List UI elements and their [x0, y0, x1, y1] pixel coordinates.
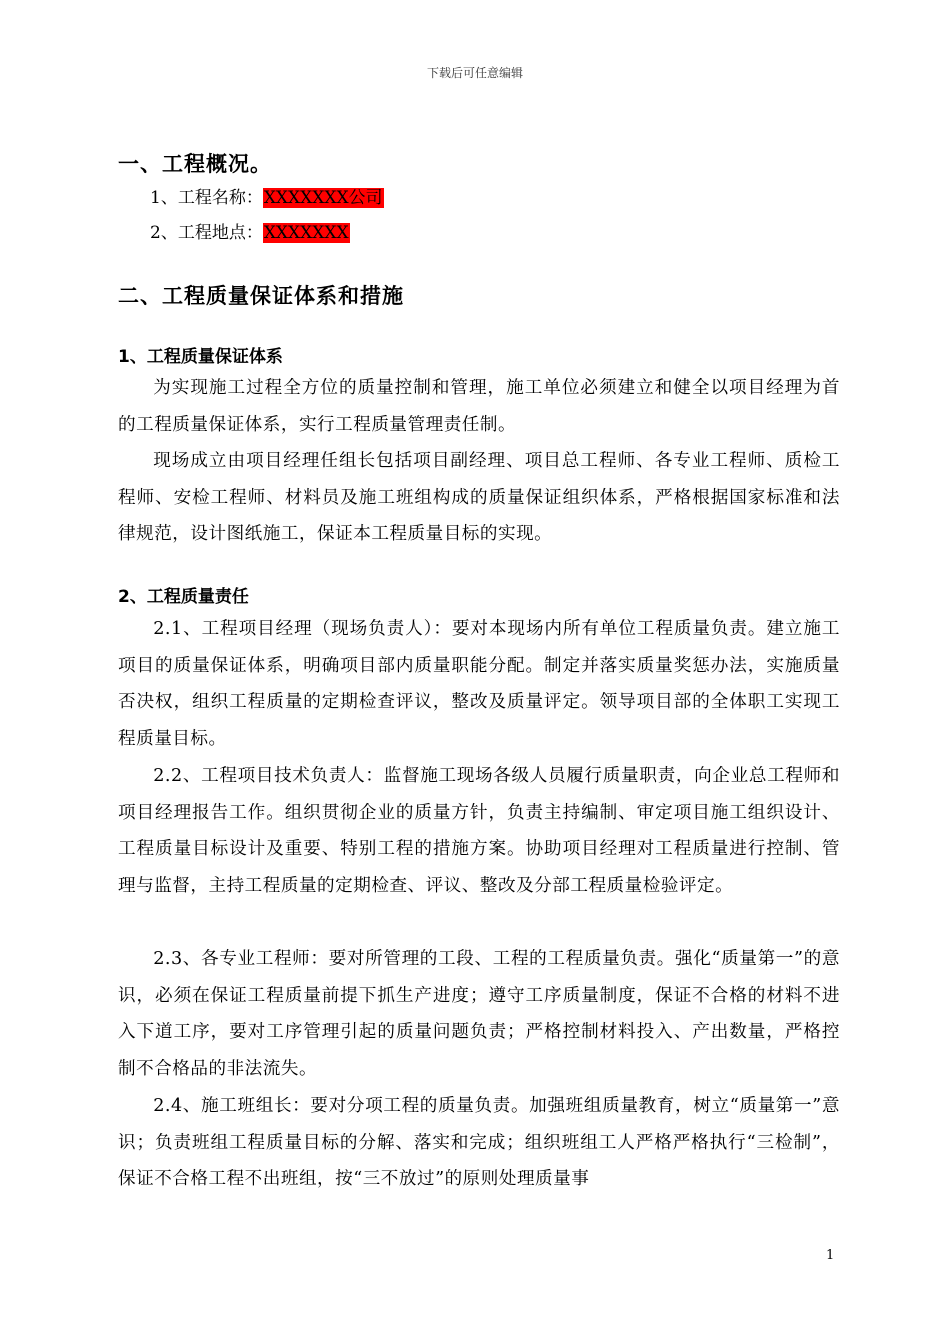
project-name-value: XXXXXXX公司	[263, 188, 383, 208]
page-header: 下载后可任意编辑	[426, 66, 523, 80]
project-location-item	[150, 221, 350, 245]
project-location-label: 2、工程地点：	[150, 223, 263, 243]
project-location-value: XXXXXXX	[263, 223, 349, 243]
paragraph: 2.4、施工班组长：要对分项工程的质量负责。加强班组质量教育，树立“质量第一”意识；负责班组工程质量目标的分解、落实和完成；组织班组工人严格严格执行“三检制”，保证不合格工程不出班组，按“三不放过”的原则处理质量事	[118, 1096, 840, 1190]
paragraph: 2.1、工程项目经理（现场负责人）：要对本现场内所有单位工程质量负责。建立施工项目的质量保证体系，明确项目部内质量职能分配。制定并落实质量奖惩办法，实施质量否决权，组织工程质量的定期检查评议，整改及质量评定。领导项目部的全体职工实现工程质量目标。	[118, 619, 840, 750]
paragraph: 现场成立由项目经理任组长包括项目副经理、项目总工程师、各专业工程师、质检工程师、安检工程师、材料员及施工班组构成的质量保证组织体系，严格根据国家标准和法律规范，设计图纸施工，保证本工程质量目标的实现。	[118, 451, 840, 545]
paragraph: 2.2、工程项目技术负责人：监督施工现场各级人员履行质量职责，向企业总工程师和项目经理报告工作。组织贯彻企业的质量方针，负责主持编制、审定项目施工组织设计、工程质量目标设计及重要、特别工程的措施方案。协助项目经理对工程质量进行控制、管理与监督，主持工程质量的定期检查、评议、整改及分部工程质量检验评定。	[118, 766, 840, 897]
section-1-heading: 一、工程概况。	[118, 152, 272, 176]
subsection-2-heading: 2、工程质量责任	[118, 587, 249, 607]
section-2-heading: 二、工程质量保证体系和措施	[118, 284, 404, 308]
page-number: 1	[826, 1248, 835, 1263]
paragraph: 为实现施工过程全方位的质量控制和管理，施工单位必须建立和健全以项目经理为首的工程质量保证体系，实行工程质量管理责任制。	[118, 378, 840, 435]
project-name-item	[150, 186, 384, 210]
subsection-1-heading: 1、工程质量保证体系	[118, 347, 283, 367]
project-name-label: 1、工程名称：	[150, 188, 263, 208]
paragraph: 2.3、各专业工程师：要对所管理的工段、工程的工程质量负责。强化“质量第一”的意识，必须在保证工程质量前提下抓生产进度；遵守工序质量制度，保证不合格的材料不进入下道工序，要对工序管理引起的质量问题负责；严格控制材料投入、产出数量，严格控制不合格品的非法流失。	[118, 949, 840, 1080]
